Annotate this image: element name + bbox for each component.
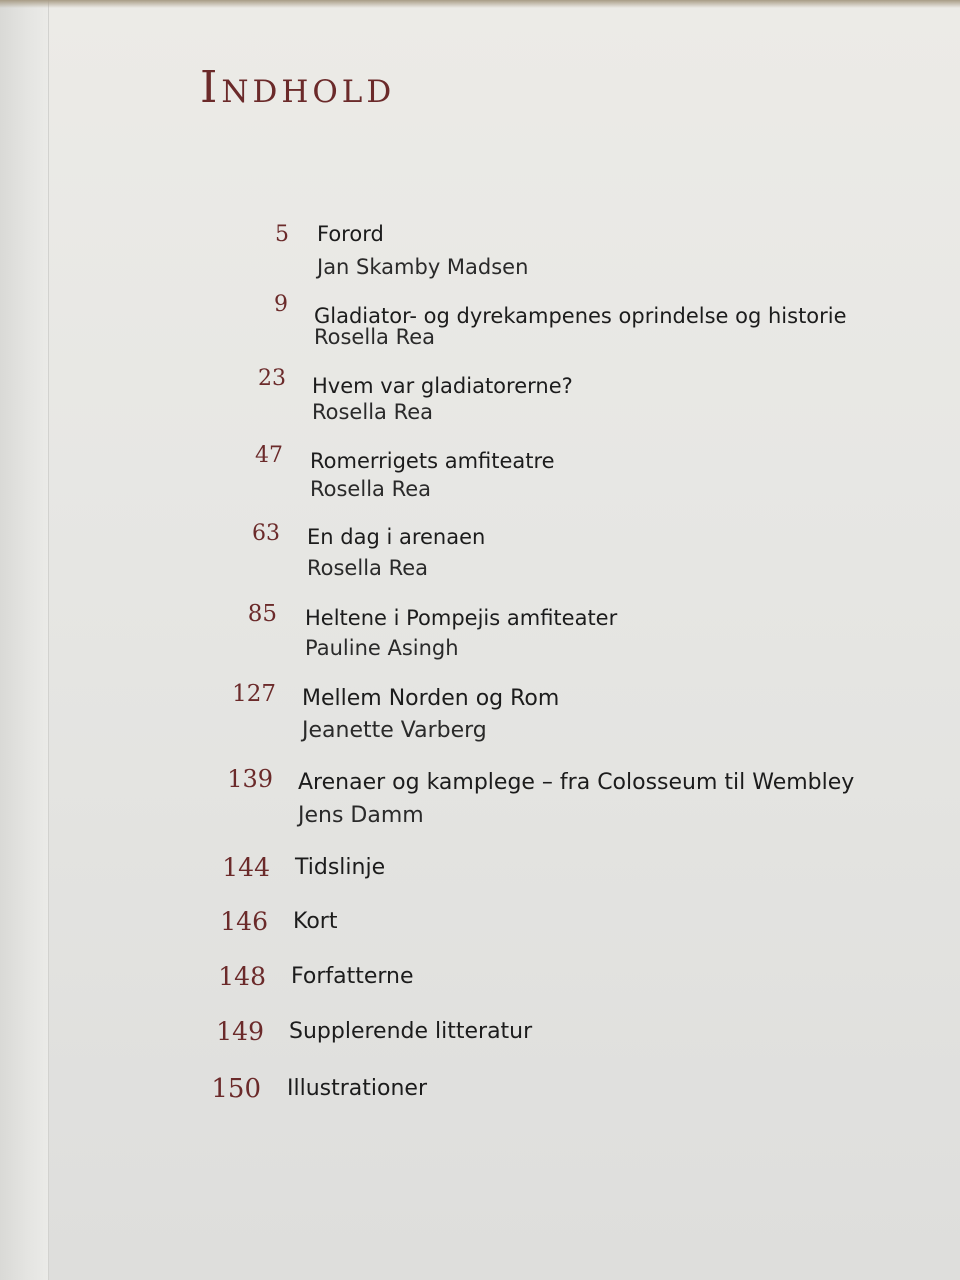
page-number: 9 bbox=[274, 292, 288, 317]
chapter-title: Romerrigets amfiteatre bbox=[310, 449, 555, 473]
chapter-title: Forfatterne bbox=[291, 964, 414, 989]
chapter-title: Forord bbox=[317, 222, 384, 246]
chapter-title: Illustrationer bbox=[287, 1076, 427, 1101]
page-number: 5 bbox=[275, 222, 289, 247]
page-number: 85 bbox=[247, 601, 277, 627]
page-number: 139 bbox=[227, 765, 273, 793]
chapter-title: Mellem Norden og Rom bbox=[302, 686, 560, 711]
page-number: 148 bbox=[218, 962, 266, 991]
chapter-author: Rosella Rea bbox=[310, 477, 432, 501]
page-number: 146 bbox=[220, 907, 268, 936]
chapter-author: Rosella Rea bbox=[312, 400, 434, 424]
page-number: 149 bbox=[216, 1017, 264, 1046]
page-number: 144 bbox=[222, 853, 270, 882]
chapter-title: En dag i arenaen bbox=[307, 525, 486, 549]
chapter-title: Arenaer og kamplege – fra Colosseum til Wembley bbox=[298, 770, 855, 795]
chapter-author: Rosella Rea bbox=[314, 325, 436, 349]
page-number: 127 bbox=[232, 681, 276, 707]
chapter-title: Kort bbox=[293, 909, 338, 934]
chapter-title: Hvem var gladiatorerne? bbox=[312, 374, 573, 398]
chapter-title: Tidslinje bbox=[295, 855, 386, 880]
chapter-title: Heltene i Pompejis amfiteater bbox=[305, 606, 618, 630]
chapter-author: Jeanette Varberg bbox=[302, 718, 487, 743]
page-number: 63 bbox=[252, 521, 280, 546]
page-number: 47 bbox=[255, 443, 283, 468]
chapter-author: Pauline Asingh bbox=[305, 636, 459, 660]
chapter-title: Supplerende litteratur bbox=[289, 1019, 533, 1044]
chapter-title: Gladiator- og dyrekampenes oprindelse og historie bbox=[314, 304, 847, 328]
page-title: Indhold bbox=[200, 62, 396, 113]
chapter-author: Jan Skamby Madsen bbox=[317, 255, 529, 279]
chapter-author: Jens Damm bbox=[298, 803, 424, 828]
page-number: 150 bbox=[211, 1074, 261, 1104]
chapter-author: Rosella Rea bbox=[307, 556, 429, 580]
page-number: 23 bbox=[258, 366, 286, 391]
